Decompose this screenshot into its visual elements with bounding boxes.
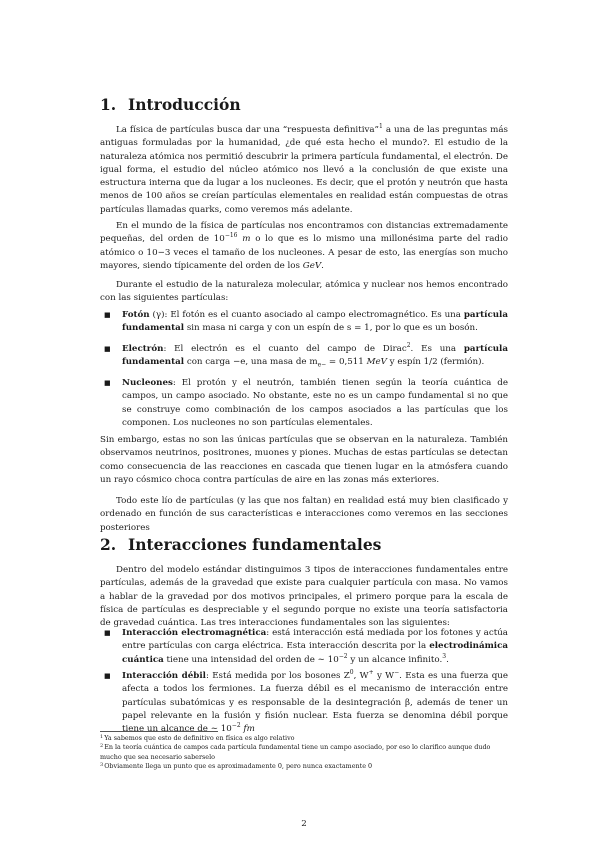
item-text: .	[446, 654, 449, 665]
item-superscript: +	[368, 669, 374, 677]
item-exponent: −2	[231, 722, 241, 730]
item-text: y un alcance infinito.	[347, 654, 443, 665]
item-text: : El electrón es el cuanto del campo de Dirac	[163, 344, 407, 354]
bullet-icon: ■	[104, 629, 111, 637]
s2-paragraph-1	[100, 564, 508, 630]
footnote-rule	[100, 731, 218, 732]
item-term: Fotón	[122, 310, 150, 320]
item-text: = 0,511	[326, 357, 367, 368]
item-text: y W	[373, 671, 395, 681]
footnote-ref-1: 1	[379, 123, 383, 131]
item-text: tiene una intensidad del orden de ∼ 10	[163, 654, 339, 665]
item-bold: partícula fundamental	[122, 310, 508, 334]
s1-p4-text: Sin embargo, estas no son las únicas partículas que se observan en la naturaleza. También observamos neutrinos, positrones, muones y piones. Muchas de estas partículas se detectan como consecuencia de las reacciones en cascada que tienen lugar en la atmósfera cuando un rayo cósmico choca contra partículas de aire en las zonas más exteriores.	[100, 435, 508, 485]
bullet-icon: ■	[104, 345, 111, 353]
footnote-mark: 2	[100, 743, 104, 749]
item-text: : está interacción está mediada por los fotones y actúa entre partículas con carga eléctrica. Esta interacción descrita por la	[122, 628, 508, 652]
item-exponent: −2	[338, 652, 348, 660]
item-text: y espín 1/2 (fermión).	[386, 357, 485, 368]
bullet-icon: ■	[104, 379, 111, 387]
footnote-text: En la teoría cuántica de campos cada partícula fundamental tiene un campo asociado, por eso lo clarifico aunque dudo mucho que sea necesario saberselo	[100, 743, 491, 762]
list-item-foton	[104, 309, 508, 336]
s1-p5-text: Todo este lío de partículas (y las que nos faltan) en realidad está muy bien clasificado y ordenado en función de sus características e interacciones como veremos en las secciones posteriores	[100, 496, 508, 533]
item-text: con carga −e, una masa de m	[184, 357, 318, 368]
s1-p2-text-b: o lo que es lo mismo una millonésima parte del radio atómico o 10−3 veces el tamaño de los nucleones. A pesar de esto, las energías son mucho mayores, siendo típicamente del orden de los	[100, 234, 508, 271]
s1-paragraph-1	[100, 124, 508, 217]
footnote-ref-2: 2	[406, 342, 411, 350]
footnote-mark: 1	[100, 734, 104, 740]
section-2-heading	[100, 535, 381, 554]
item-bold: electrodinámica cuántica	[122, 641, 508, 665]
item-bold: partícula fundamental	[122, 344, 508, 368]
list-item-debil	[104, 669, 509, 736]
item-text: : Está medida por los bosones Z	[205, 671, 350, 681]
item-subscript: e−	[317, 362, 327, 370]
footnote-2	[100, 743, 508, 762]
s1-paragraph-2	[100, 220, 508, 273]
s1-p1-text-b: a una de las preguntas más antiguas formuladas por la humanidad, ¿de qué esta hecho el mundo?. El estudio de la naturaleza atómica nos permitió descubrir la primera partícula fundamental, el electrón. De igual forma, el estudio del núcleo atómico nos llevó a la conclusión de que existe una estructura interna que da lugar a los nucleones. Es decir, que el protón y neutrón que hasta menos de 100 años se creían partículas elementales en realidad están compuestas de otras partículas llamadas quarks, como veremos más adelante.	[100, 125, 508, 215]
bullet-icon: ■	[104, 672, 111, 680]
item-superscript: 0	[349, 669, 354, 677]
list-item-electron	[104, 342, 508, 372]
item-term: Interacción débil	[122, 671, 206, 681]
section-1-heading	[100, 95, 241, 114]
item-superscript: −	[394, 669, 400, 677]
section-1-title: Introducción	[128, 95, 241, 114]
s1-paragraph-3	[100, 279, 508, 306]
s1-p2-text-a: En el mundo de la física de partículas nos encontramos con distancias extremadamente pequeñas, del orden de 10	[100, 221, 508, 245]
footnote-ref-3: 3	[442, 652, 447, 660]
section-1-number: 1.	[100, 95, 117, 114]
s1-p2-exponent: −16	[224, 232, 238, 240]
section-2-number: 2.	[100, 535, 117, 554]
footnote-3	[100, 762, 508, 772]
s1-p2-unit-gev: GeV	[302, 260, 322, 271]
item-term: Electrón	[122, 344, 164, 354]
page-number: 2	[301, 819, 307, 829]
item-text: sin masa ni carga y con un espín de s = 1, por lo que es un bosón.	[184, 323, 478, 334]
item-text: . Esta es una fuerza que afecta a todos los fermiones. La fuerza débil es el mecanismo de interacción entre partículas subatómicas y es responsable de la desintegración β, además de tener un papel relevante en la fusión y fisión nuclear. Esta fuerza se denomina débil porque tiene un alcance de ∼ 10	[122, 671, 509, 735]
item-text: : El protón y el neutrón, también tienen según la teoría cuántica de campos, un campo asociado. No obstante, este no es un campo fundamental si no que se construye como combinación de los campos asociados a las partículas que los componen. Los nucleones no son partículas elementales.	[122, 378, 508, 428]
s1-paragraph-4	[100, 434, 508, 487]
item-term: Interacción electromagnética	[122, 628, 267, 638]
s1-paragraph-5	[100, 495, 508, 535]
footnote-text: Ya sabemos que esto de definitivo en física es algo relativo	[104, 734, 295, 742]
footnote-text: Obviamente llega un punto que es aproximadamente 0, pero nunca exactamente 0	[104, 762, 373, 770]
item-unit: MeV	[366, 357, 387, 368]
s1-p2-text-c: .	[321, 260, 324, 271]
section-2-title: Interacciones fundamentales	[128, 535, 382, 554]
item-unit: fm	[243, 724, 255, 735]
item-text: . Es una	[410, 344, 464, 354]
s2-p1-text: Dentro del modelo estándar distinguimos 3 tipos de interacciones fundamentales entre partículas, además de la gravedad que existe para cualquier partícula con masa. No vamos a hablar de la gravedad por dos motivos principales, el primero porque para la escala de física de partículas es despreciable y el segundo porque no existe una teoría satisfactoria de gravedad cuántica. Las tres interacciones fundamentales son las siguientes:	[100, 565, 508, 629]
s1-p2-unit-m: m	[242, 234, 251, 245]
s1-p1-text-a: La física de partículas busca dar una “respuesta definitiva”	[116, 125, 380, 135]
bullet-icon: ■	[104, 311, 111, 319]
list-item-electromagnetica	[104, 627, 508, 667]
item-text: (γ): El fotón es el cuanto asociado al campo electromagnético. Es una	[149, 310, 464, 320]
item-text: , W	[353, 671, 369, 681]
footnote-mark: 3	[100, 762, 104, 768]
item-term: Nucleones	[122, 378, 173, 388]
list-item-nucleones	[104, 377, 508, 430]
s1-p3-text: Durante el estudio de la naturaleza molecular, atómica y nuclear nos hemos encontrado con las siguientes partículas:	[100, 280, 508, 304]
